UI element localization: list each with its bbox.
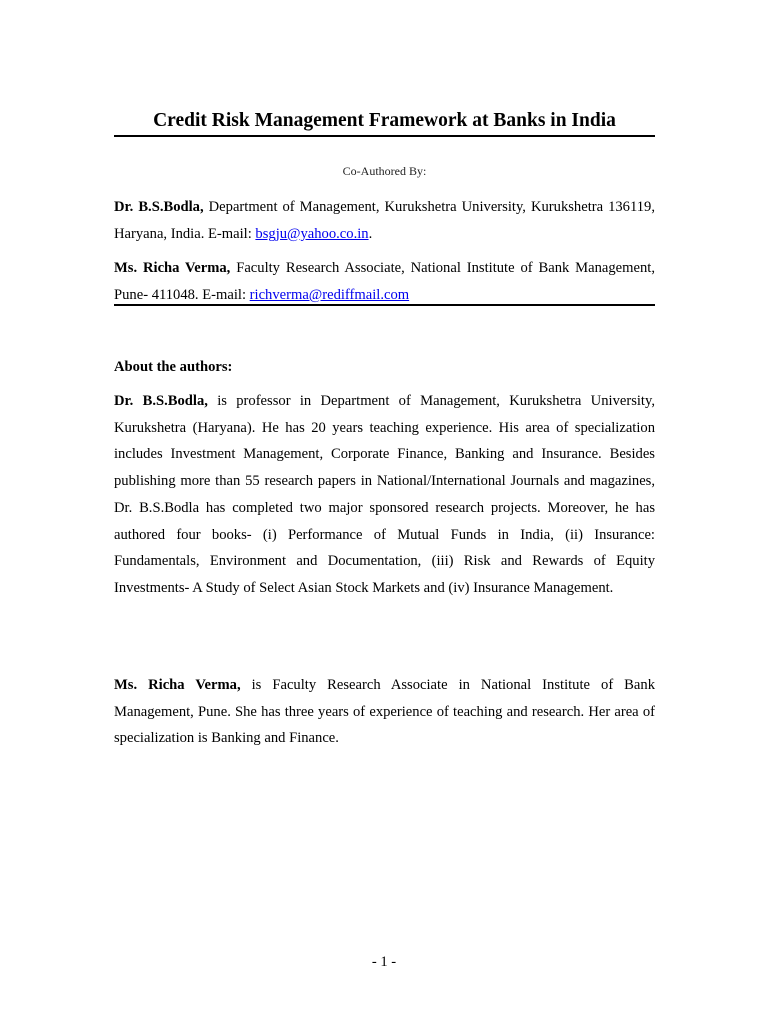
author-affiliation: Faculty Research Associate, National Institute of Bank Management, Pune- 411048. E-mail:: [114, 260, 655, 303]
author-entry: [114, 194, 655, 247]
author-name: Ms. Richa Verma,: [114, 260, 231, 276]
bio-text: is Faculty Research Associate in National Institute of Bank Management, Pune. She has three years of experience of teaching and research. Her area of specialization is Banking and Finance.: [114, 677, 655, 747]
author-bio: [114, 388, 655, 602]
bio-text: is professor in Department of Management, Kurukshetra University, Kurukshetra (Haryana). He has 20 years teaching experience. His area of specialization includes Investment Management, Corporate Finance, Banking and Insurance. Besides publishing more than 55 research papers in National/International Journals and magazines, Dr. B.S.Bodla has completed two major sponsored research projects. Moreover, he has authored four books- (i) Performance of Mutual Funds in India, (ii) Insurance: Fundamentals, Environment and Documentation, (iii) Risk and Rewards of Equity Investments- A Study of Select Asian Stock Markets and (iv) Insurance Management.: [114, 393, 655, 596]
author-affiliation: Department of Management, Kurukshetra University, Kurukshetra 136119, Haryana, India. E-mail:: [114, 199, 655, 242]
bio-author-name: Dr. B.S.Bodla,: [114, 393, 208, 409]
author-entry: [114, 255, 655, 308]
bio-author-name: Ms. Richa Verma,: [114, 677, 241, 693]
authors-divider: [114, 304, 655, 306]
author-bio: [114, 672, 655, 752]
about-authors-heading: About the authors:: [114, 359, 233, 375]
author-email-link[interactable]: bsgju@yahoo.co.in: [255, 225, 369, 242]
author-email-suffix: .: [368, 225, 373, 242]
document-title: Credit Risk Management Framework at Banks in India: [114, 109, 655, 137]
co-authored-by-label: Co-Authored By:: [342, 164, 427, 178]
author-name: Dr. B.S.Bodla,: [114, 199, 204, 215]
page-number: - 1 -: [371, 954, 397, 970]
author-email-link[interactable]: richverma@rediffmail.com: [249, 286, 410, 303]
